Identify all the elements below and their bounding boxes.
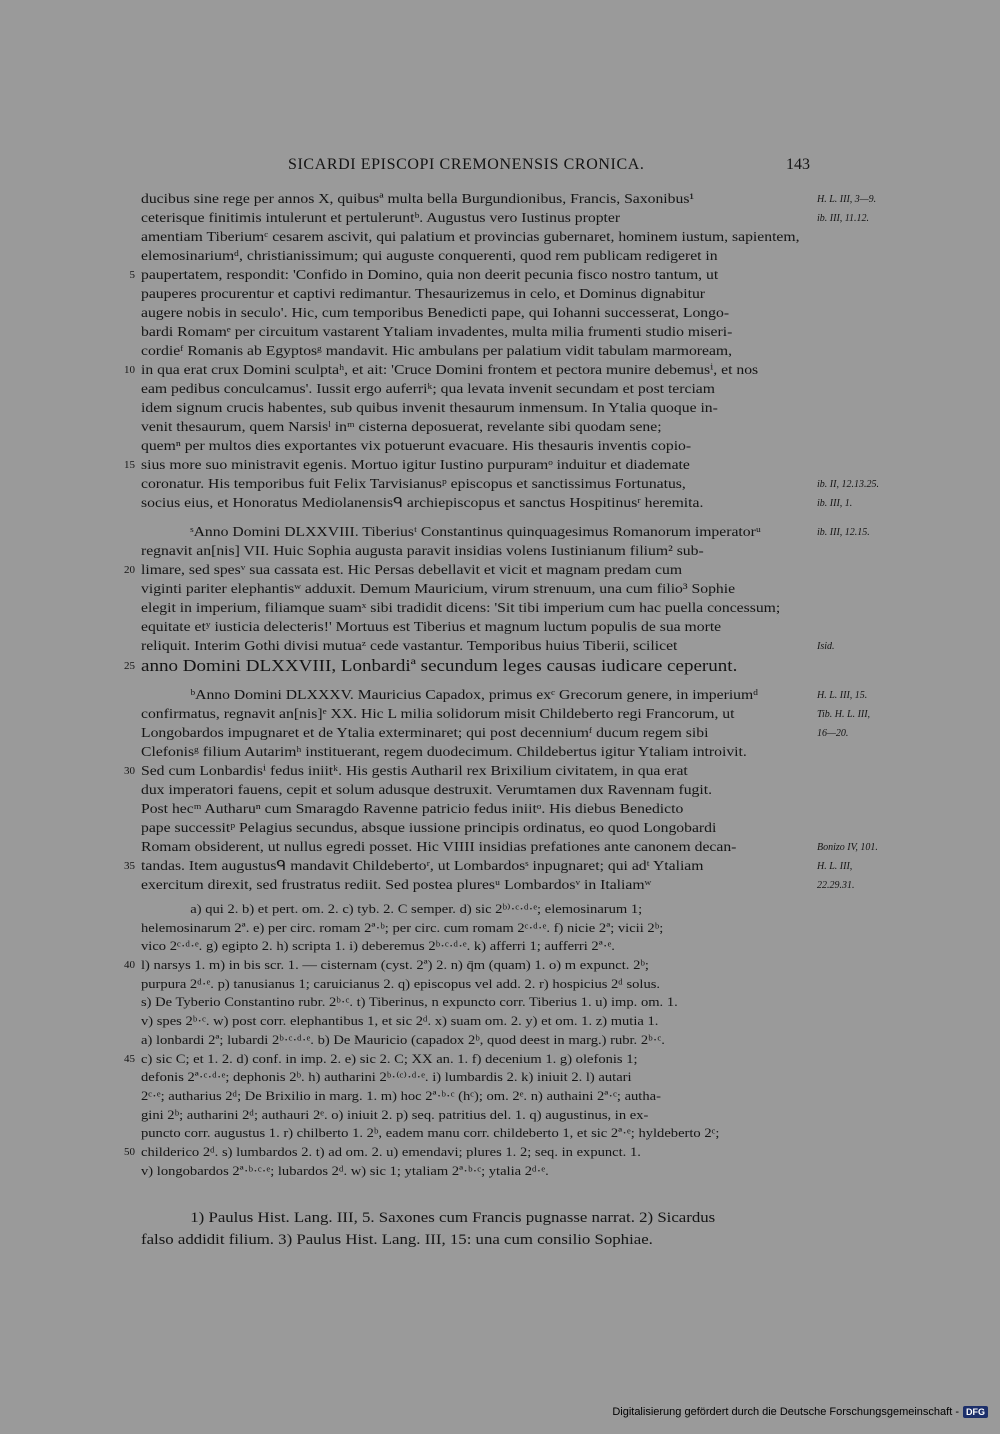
line-text: a) lonbardi 2ª; lubardi 2ᵇ·ᶜ·ᵈ·ᵉ. b) De Mauricio (capadox 2ᵇ, quod deest in marg.) rubr. 2ᵇ·ᶜ. [141, 1031, 665, 1047]
line-text: elemosinariumᵈ, christianissimum; qui auguste conquerenti, quod rem publicam redigeret in [141, 249, 718, 264]
line-text: socius eius, et Honoratus Mediolanensisᑫ archiepiscopus et sanctus Hospitinusʳ heremita. [141, 496, 704, 511]
line-number: 30 [124, 765, 135, 777]
line-text: sius more suo ministravit egenis. Mortuo igitur Iustino purpuramᵒ induitur et diademate [141, 458, 690, 473]
text-line [141, 209, 870, 228]
apparatus-line [141, 975, 811, 994]
text-line [124, 857, 853, 876]
line-text: tandas. Item augustusᑫ mandavit Childebertoʳ, ut Lombardosˢ inpugnaret; qui adᵗ Ytaliam [141, 859, 704, 874]
text-line [124, 561, 811, 580]
credit-text: Digitalisierung gefördert durch die Deutsche Forschungsgemeinschaft - [612, 1406, 959, 1418]
text-line [141, 247, 811, 266]
line-text: regnavit an[nis] VII. Huic Sophia augusta paravit insidias volens Iustinianum filium² sub- [141, 544, 704, 559]
text-line [141, 599, 811, 618]
text-line [141, 876, 855, 895]
line-text: cordieᶠ Romanis ab Egyptosᵍ mandavit. Hic ambulans per palatium vidit tabulam marmoream, [141, 344, 733, 359]
apparatus-line [141, 1068, 811, 1087]
line-text: reliquit. Interim Gothi divisi mutuaᶻ cede vastantur. Temporibus huius Tiberii, scilicet [141, 639, 678, 654]
funding-credit [612, 1404, 988, 1420]
line-text: elegit in imperium, filiamque suamˣ sibi tradidit dicens: 'Sit tibi imperium cum hac puella concessum; [141, 601, 781, 616]
text-line [141, 705, 871, 724]
line-text: coronatur. His temporibus fuit Felix Tarvisianusᵖ episcopus et sanctissimus Fortunatus, [141, 477, 686, 492]
line-text: falso addidit filium. 3) Paulus Hist. Lang. III, 15: una cum consilio Sophiae. [141, 1232, 653, 1248]
text-line [129, 266, 811, 285]
text-line [141, 686, 868, 705]
marginal-note: Bonizo IV, 101. [817, 842, 878, 853]
text-line [141, 513, 811, 523]
line-text: pape successitᵖ Pelagius secundus, absque iussione principis ordinatus, eo quod Longobardi [141, 821, 717, 836]
text-line [124, 762, 811, 781]
line-text: exercitum direxit, sed frustratus rediit. Sed postea pluresᵘ Lombardosᵛ in Italiamʷ [141, 878, 652, 893]
dfg-logo: DFG [963, 1406, 988, 1418]
text-line [141, 580, 811, 599]
apparatus-line [141, 993, 811, 1012]
line-text: limare, sed spesᵛ sua cassata est. Hic Persas debellavit et vicit et magnam predam cum [141, 563, 683, 578]
line-text: in qua erat crux Domini sculptaʰ, et ait: 'Cruce Domini frontem et pectora munire debemusⁱ, et nos [141, 363, 759, 378]
line-text: ᵇAnno Domini DLXXXV. Mauricius Capadox, primus exᶜ Grecorum genere, in imperiumᵈ [190, 688, 759, 703]
line-text: ducibus sine rege per annos X, quibusª multa bella Burgundionibus, Francis, Saxonibus¹ [141, 192, 695, 207]
marginal-note: Isid. [817, 641, 835, 652]
apparatus-line [141, 937, 811, 956]
text-line [141, 380, 811, 399]
text-line [141, 542, 811, 561]
apparatus-line [141, 1106, 811, 1125]
text-line [141, 304, 811, 323]
marginal-note: ib. III, 1. [817, 498, 853, 509]
marginal-note: ib. II, 12.13.25. [817, 479, 879, 490]
line-text: ˢAnno Domini DLXXVIII. Tiberiusᵗ Constantinus quinquagesimus Romanorum imperatorᵘ [190, 525, 761, 540]
text-line [141, 781, 811, 800]
line-text: l) narsys 1. m) in bis scr. 1. — cisternam (cyst. 2ª) 2. n) q̄m (quam) 1. o) m expunct. 2ᵇ; [141, 957, 649, 973]
line-text: ceterisque finitimis intulerunt et pertuleruntᵇ. Augustus vero Iustinus propter [141, 211, 621, 226]
text-line [141, 494, 853, 513]
apparatus-line [141, 900, 811, 919]
line-text: confirmatus, regnavit an[nis]ᵉ XX. Hic L milia solidorum misit Childeberto regi Francorum, ut [141, 707, 735, 722]
line-text: bardi Romamᵉ per circuitum vastarent Ytaliam invadentes, multa milia frumenti studio miseri- [141, 325, 733, 340]
line-text: Clefonisᵍ filium Autarimʰ instituerant, regem duodecimum. Childebertus igitur Ytaliam introivit. [141, 745, 747, 760]
marginal-note: H. L. III, 3—9. [817, 194, 877, 205]
marginal-note: 22.29.31. [817, 880, 855, 891]
apparatus-line [141, 1031, 811, 1050]
critical-apparatus [124, 900, 811, 1180]
line-text: defonis 2ª·ᶜ·ᵈ·ᵉ; dephonis 2ᵇ. h) autharini 2ᵇ·⁽ᶜ⁾·ᵈ·ᵉ. i) lumbardis 2. k) iniuit 2. l) autari [141, 1069, 632, 1085]
apparatus-line [141, 919, 811, 938]
line-text: 1) Paulus Hist. Lang. III, 5. Saxones cum Francis pugnasse narrat. 2) Sicardus [190, 1210, 716, 1226]
line-text: purpura 2ᵈ·ᵉ. p) tanusianus 1; caruicianus 2. q) episcopus vel add. 2. r) hospicius 2ᵈ solus. [141, 975, 661, 991]
footnotes [141, 1207, 811, 1251]
marginal-note: ib. III, 12.15. [817, 527, 870, 538]
line-text: eam pedibus conculcamus'. Iussit ergo auferriᵏ; qua levata invenit secundam et post terciam [141, 382, 715, 397]
text-line [141, 323, 811, 342]
line-text: amentiam Tiberiumᶜ cesarem ascivit, qui palatium et provincias gubernaret, hominem iustum, sapientem, [141, 230, 800, 245]
line-text: s) De Tyberio Constantino rubr. 2ᵇ·ᶜ. t) Tiberinus, n expuncto corr. Tiberius 1. u) imp. om. 1. [141, 994, 678, 1010]
apparatus-line [124, 1050, 811, 1069]
text-line [141, 637, 835, 656]
line-text: helemosinarum 2ª. e) per circ. romam 2ª·ᵇ; per circ. cum romam 2ᶜ·ᵈ·ᵉ. f) nicie 2ª; vicii 2ᵇ; [141, 919, 664, 935]
main-text [124, 190, 879, 895]
text-line [141, 724, 849, 743]
page-number: 143 [786, 156, 810, 173]
line-text: equitate etʸ iusticia delecteris!' Mortuus est Tiberius et magnum luctum populis de sua morte [141, 620, 722, 635]
running-title: SICARDI EPISCOPI CREMONENSIS CRONICA. [288, 156, 645, 173]
apparatus-line [141, 1162, 811, 1181]
line-number: 10 [124, 364, 135, 376]
apparatus-line [124, 956, 811, 975]
text-line [141, 743, 811, 762]
line-number: 15 [124, 459, 135, 471]
line-text: quemⁿ per multos dies exportantes vix potuerunt evacuare. His thesauris inventis copio- [141, 439, 692, 454]
line-text: Longobardos impugnaret et de Ytalia exterminaret; qui post decenniumᶠ ducum regem sibi [141, 726, 709, 741]
line-text: paupertatem, respondit: 'Confido in Domino, quia non deerit pecunia fisco nostro tantum, ut [141, 268, 719, 283]
text-line [141, 838, 878, 857]
line-text: vico 2ᶜ·ᵈ·ᵉ. g) egipto 2. h) scripta 1. i) deberemus 2ᵇ·ᶜ·ᵈ·ᵉ. k) afferri 1; aufferri 2ª·ᵉ. [141, 938, 615, 954]
text-line [141, 399, 811, 418]
text-line [141, 618, 811, 637]
line-number: 40 [124, 959, 135, 972]
line-number: 50 [124, 1145, 135, 1158]
line-text: gini 2ᵇ; autharini 2ᵈ; authauri 2ᵉ. o) iniuit 2. p) seq. patritius del. 1. q) augustinus, in ex- [141, 1106, 649, 1122]
footnote-line [141, 1229, 811, 1251]
apparatus-line [141, 1087, 811, 1106]
text-line [141, 523, 870, 542]
running-header [140, 156, 810, 178]
text-line [141, 228, 811, 247]
apparatus-line [124, 1143, 811, 1162]
line-text: Post hecᵐ Autharuⁿ cum Smaragdo Ravenne patricio fedus iniitᵒ. His diebus Benedicto [141, 802, 684, 817]
text-line [124, 456, 811, 475]
footnote-line [141, 1207, 811, 1229]
line-text: Sed cum Lonbardisⁱ fedus iniitᵏ. His gestis Autharil rex Brixilium civitatem, in qua erat [141, 764, 688, 779]
line-number: 35 [124, 860, 135, 872]
text-line [141, 285, 811, 304]
line-text: anno Domini DLXXVIII, Lonbardiª secundum leges causas iudicare ceperunt. [141, 656, 738, 675]
text-line [141, 475, 879, 494]
line-text: dux imperatori fauens, cepit et solum adusque destruxit. Verumtamen dux Ravennam fugit. [141, 783, 713, 798]
line-text: 2ᶜ·ᵉ; autharius 2ᵈ; De Brixilio in marg. 1. m) hoc 2ª·ᵇ·ᶜ (hᶜ); om. 2ᵉ. n) authaini 2ª·ᶜ; autha- [141, 1087, 661, 1103]
text-line [124, 656, 811, 676]
line-text: v) longobardos 2ª·ᵇ·ᶜ·ᵉ; lubardos 2ᵈ. w) sic 1; ytaliam 2ª·ᵇ·ᶜ; ytalia 2ᵈ·ᵉ. [141, 1162, 549, 1178]
text-line [141, 437, 811, 456]
line-text: Romam obsiderent, ut nullus egredi posset. Hic VIIII insidias prefationes ante canonem decan- [141, 840, 737, 855]
line-text: v) spes 2ᵇ·ᶜ. w) post corr. elephantibus 1, et sic 2ᵈ. x) suam om. 2. y) et om. 1. z) mutia 1. [141, 1013, 659, 1029]
text-line [141, 190, 877, 209]
text-line [124, 361, 811, 380]
line-text: childerico 2ᵈ. s) lumbardos 2. t) ad om. 2. u) emendavi; plures 1. 2; seq. in expunct. 1. [141, 1143, 641, 1159]
line-text: a) qui 2. b) et pert. om. 2. c) tyb. 2. C semper. d) sic 2ᵇ⁾·ᶜ·ᵈ·ᵉ; elemosinarum 1; [190, 901, 643, 916]
text-line [141, 819, 811, 838]
line-number: 45 [124, 1052, 135, 1065]
apparatus-line [141, 1124, 811, 1143]
marginal-note: ib. III, 11.12. [817, 213, 870, 224]
marginal-note: Tib. H. L. III, [817, 709, 871, 720]
text-line [141, 800, 811, 819]
line-text: puncto corr. augustus 1. r) chilberto 1. 2ᵇ, eadem manu corr. childeberto 1, et sic 2ª·ᵉ; hyldeberto 2ᶜ; [141, 1125, 720, 1141]
marginal-note: H. L. III, [817, 861, 853, 872]
text-line [141, 676, 811, 686]
line-text: c) sic C; et 1. 2. d) conf. in imp. 2. e) sic 2. C; XX an. 1. f) decenium 1. g) olefonis 1; [141, 1050, 638, 1066]
line-number: 25 [124, 660, 135, 672]
marginal-note: 16—20. [817, 728, 849, 739]
text-line [141, 342, 811, 361]
text-line [141, 418, 811, 437]
line-text: venit thesaurum, quem Narsisˡ inᵐ cisterna deposuerat, revelante sibi quodam sene; [141, 420, 662, 435]
line-text: idem signum crucis habentes, sub quibus invenit thesaurum inmensum. In Ytalia quoque in- [141, 401, 718, 416]
line-text: viginti pariter elephantisʷ adduxit. Demum Mauricium, virum strenuum, una cum filio³ Sophie [141, 582, 736, 597]
line-text: pauperes procurentur et captivi redimantur. Thesaurizemus in celo, et Dominus dignabitur [141, 287, 706, 302]
line-number: 20 [124, 564, 135, 576]
marginal-note: H. L. III, 15. [817, 690, 868, 701]
line-text: augere nobis in seculo'. Hic, cum temporibus Benedicti pape, qui Iohanni successerat, Longo- [141, 306, 730, 321]
line-number: 5 [129, 269, 135, 281]
apparatus-line [141, 1012, 811, 1031]
